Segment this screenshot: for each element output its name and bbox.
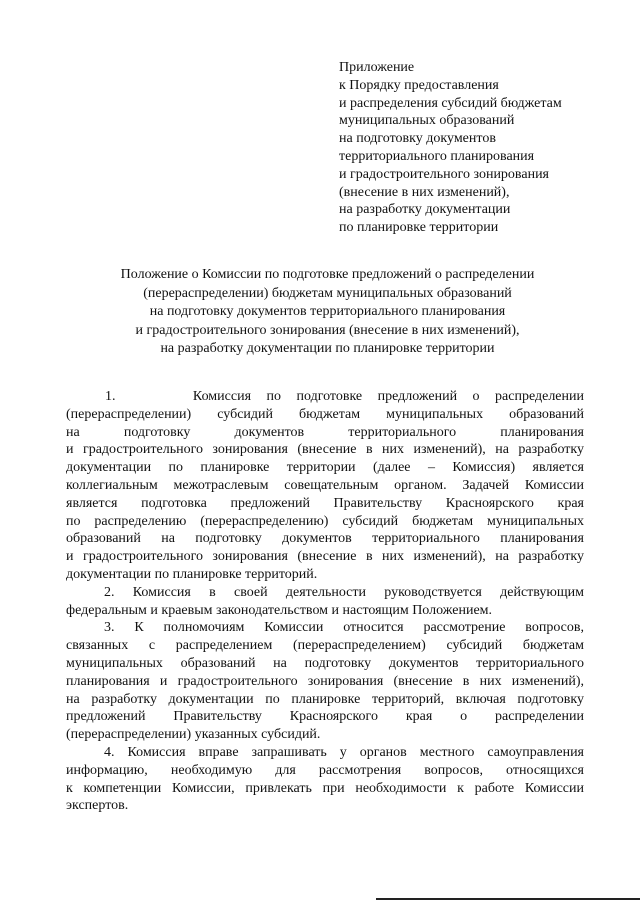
appendix-line: и градостроительного зонирования [339,166,549,182]
appendix-header [339,59,629,237]
title-line: (перераспределении) бюджетам муниципальных образований [143,285,512,301]
paragraph-line: 3. К полномочиям Комиссии относится рассмотрение вопросов, [104,620,584,636]
paragraph-line: (перераспределении) субсидий бюджетам муниципальных образований [66,406,584,422]
paragraph-4 [66,744,584,815]
paragraph-line: является подготовка предложений Правительству Красноярского края [66,495,584,511]
appendix-line: на подготовку документов [339,131,496,147]
paragraph-line: связанных с распределением (перераспределением) субсидий бюджетам [66,638,584,654]
title-line: на подготовку документов территориального планирования [149,304,506,319]
title-line: и градостроительного зонирования (внесение в них изменений), [135,322,520,338]
paragraph-line: муниципальных образований на подготовку документов территориального [66,655,584,671]
paragraph-line: 2. Комиссия в своей деятельности руководствуется действующим [104,584,584,600]
paragraph-line: по распределению (перераспределению) субсидий бюджетам муниципальных [66,513,584,529]
appendix-line: Приложение [339,60,415,75]
page-edge-line [376,898,640,900]
paragraph-line: на разработку документации по планировке территорий, включая подготовку [66,691,584,707]
paragraph-line: коллегиальным межотраслевым совещательным органом. Задачей Комиссии [66,477,584,493]
paragraph-line: 1. Комиссия по подготовке предложений о распределении [105,389,584,404]
appendix-line: (внесение в них изменений), [339,184,510,200]
paragraph-line: к компетенции Комиссии, привлекать при необходимости к работе Комиссии [66,780,584,796]
paragraph-line: и градостроительного зонирования (внесение в них изменений), на разработку [66,549,584,565]
paragraph-1 [66,388,584,584]
paragraph-line: экспертов. [66,798,129,814]
paragraph-line: образований на подготовку документов территориального планирования [66,531,584,547]
paragraph-line: информацию, необходимую для рассмотрения вопросов, относящихся [66,762,584,778]
document-body [66,388,584,815]
appendix-line: на разработку документации [339,202,511,218]
paragraph-line: предложений Правительству Красноярского края о распределении [66,709,584,725]
paragraph-line: планирования и градостроительного зонирования (внесение в них изменений), [66,673,584,689]
appendix-line: к Порядку предоставления [339,77,499,93]
paragraph-line: федеральным и краевым законодательством и настоящим Положением. [66,602,493,618]
appendix-line: по планировке территории [339,220,499,236]
title-line: Положение о Комиссии по подготовке предложений о распределении [120,267,535,282]
paragraph-2 [66,584,584,620]
paragraph-line: 4. Комиссия вправе запрашивать у органов местного самоуправления [104,744,584,760]
paragraph-line: на подготовку документов территориального планирования [66,424,584,440]
paragraph-3 [66,619,584,744]
paragraph-line: и градостроительного зонирования (внесение в них изменений), на разработку [66,442,584,458]
appendix-line: муниципальных образований [339,113,515,129]
paragraph-line: документации по планировке территории (далее – Комиссия) является [66,460,584,476]
paragraph-line: (перераспределении) указанных субсидий. [66,727,321,743]
appendix-line: и распределения субсидий бюджетам [339,95,562,111]
appendix-line: территориального планирования [339,148,535,164]
paragraph-line: документации по планировке территорий. [66,566,318,582]
document-title [40,266,615,359]
title-line: на разработку документации по планировке территории [160,341,495,356]
